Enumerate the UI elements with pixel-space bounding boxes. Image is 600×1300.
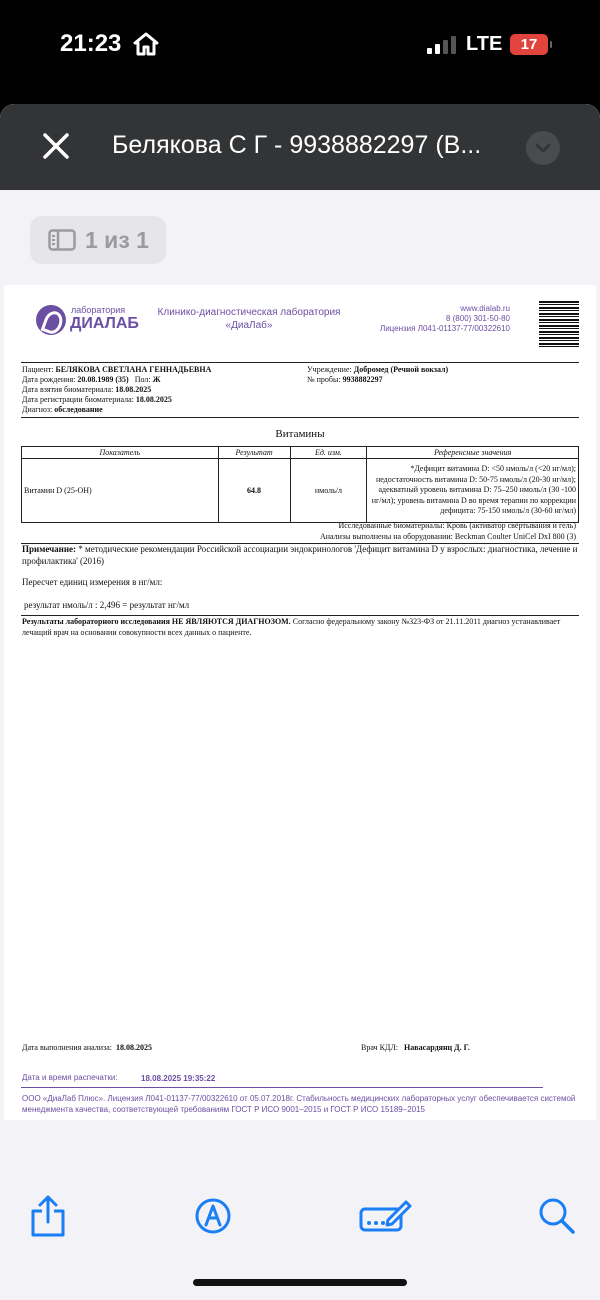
home-indicator[interactable] <box>193 1279 407 1286</box>
sidebar-icon <box>48 229 76 251</box>
recalc-formula: результат нмоль/л : 2,496 = результат нг/мл <box>24 600 190 610</box>
test-result: 64.8 <box>218 459 290 523</box>
disclaimer: Результаты лабораторного исследования НЕ ЯВЛЯЮТСЯ ДИАГНОЗОМ. Согласно федеральному закону №323-ФЗ от 21.11.2011 диагноз устанавливает лечащий врач на основании совокупности всех данных о пациенте. <box>22 617 561 637</box>
barcode <box>539 301 579 349</box>
close-icon[interactable] <box>38 128 74 164</box>
status-bar <box>0 0 600 100</box>
share-icon[interactable] <box>28 1194 68 1238</box>
col-header: Показатель <box>22 447 219 459</box>
network-type: LTE <box>466 33 503 55</box>
lab-name: Клинико-диагностическая лаборатория «ДиаЛаб» <box>157 307 341 331</box>
recalc-title: Пересчет единиц измерения в нг/мл: <box>22 577 163 587</box>
section-title: Витамины <box>275 428 325 440</box>
lab-site: www.dialab.ru <box>460 304 510 313</box>
dialab-logo-icon <box>36 305 66 335</box>
battery-icon: 17 <box>510 34 548 55</box>
col-header: Референсные значения <box>367 447 579 459</box>
col-header: Ед. изм. <box>290 447 367 459</box>
test-unit: нмоль/л <box>290 459 367 523</box>
results-table <box>21 446 579 523</box>
test-name: Витамин D (25-OH) <box>22 459 219 523</box>
divider <box>21 362 579 363</box>
document-title: Белякова С Г - 9938882297 (В... <box>112 131 482 159</box>
document-page <box>4 285 596 1120</box>
status-time: 21:23 <box>60 30 122 57</box>
analysis-date: Дата выполнения анализа: 18.08.2025 <box>22 1043 152 1052</box>
lab-phone: 8 (800) 301-50-80 <box>445 314 510 323</box>
home-icon <box>133 32 159 56</box>
biomaterial-info: Исследованные биоматериалы: Кровь (активатор свёртывания и гель) Анализы выполнены на оборудовании: Beckman Coulter UniCel DxI 800 (3) <box>319 521 576 541</box>
table-header-row <box>22 447 579 459</box>
patient-info: Пациент: БЕЛЯКОВА СВЕТЛАНА ГЕННАДЬЕВНА Дата рождения: 20.08.1989 (35) Пол: Ж Дата взятия биоматериала: 18.08.2025 Дата регистрации биоматериала: 18.08.2025 Диагноз: обследование <box>22 365 212 414</box>
lab-license: Лицензия Л041-01137-77/00322610 <box>379 324 510 333</box>
chevron-down-icon <box>526 131 560 165</box>
doctor: Врач КДЛ: Навасардянц Д. Г. <box>361 1043 470 1052</box>
signature-icon[interactable] <box>358 1196 412 1236</box>
search-icon[interactable] <box>537 1196 577 1236</box>
patient-name: БЕЛЯКОВА СВЕТЛАНА ГЕННАДЬЕВНА <box>55 365 212 374</box>
test-reference: *Дефицит витамина D: <50 нмоль/л (<20 нг/мл); недостаточность витамина D: 50-75 нмоль/л (20-30 нг/мл); адекватный уровень витамина D: 75–250 нмоль/л (30 -100 нг/мл); уровень витамина D во время терапии по коррекции дефицита: 75-150 нмоль/л (30-60 нг/мл) <box>367 459 579 523</box>
institution-info: Учреждение: Добромед (Речной вокзал) № пробы: 9938882297 <box>307 365 449 384</box>
footer-license: ООО «ДиаЛаб Плюс». Лицензия Л041-01137-77/00322610 от 05.07.2018г. Стабильность медицинских лабораторных услуг обеспечивается системой менеджмента качества, соответствующей требованиям ГОСТ Р ИСО 9001–2015 и ГОСТ Р ИСО 15189–2015 <box>22 1094 576 1114</box>
print-timestamp: Дата и время распечатки: 18.08.2025 19:35:22 <box>22 1073 216 1083</box>
table-row <box>22 459 579 523</box>
logo-subtitle: лаборатория <box>71 305 126 315</box>
document-viewer <box>0 104 600 1300</box>
page-indicator[interactable] <box>30 216 166 264</box>
more-button[interactable] <box>526 131 560 165</box>
lab-contacts <box>364 304 510 334</box>
page-indicator-label: 1 из 1 <box>85 227 149 253</box>
logo-title: ДИАЛАБ <box>70 315 139 332</box>
col-header: Результат <box>218 447 290 459</box>
markup-icon[interactable] <box>193 1196 233 1236</box>
viewer-header <box>0 104 600 190</box>
divider <box>21 1087 543 1088</box>
note: Примечание: * методические рекомендации Российской ассоциации эндокринологов 'Дефицит витамина D у взрослых: диагностика, лечение и профилактика' (2016) <box>22 544 578 566</box>
signal-icon <box>427 34 457 54</box>
divider <box>21 417 579 418</box>
